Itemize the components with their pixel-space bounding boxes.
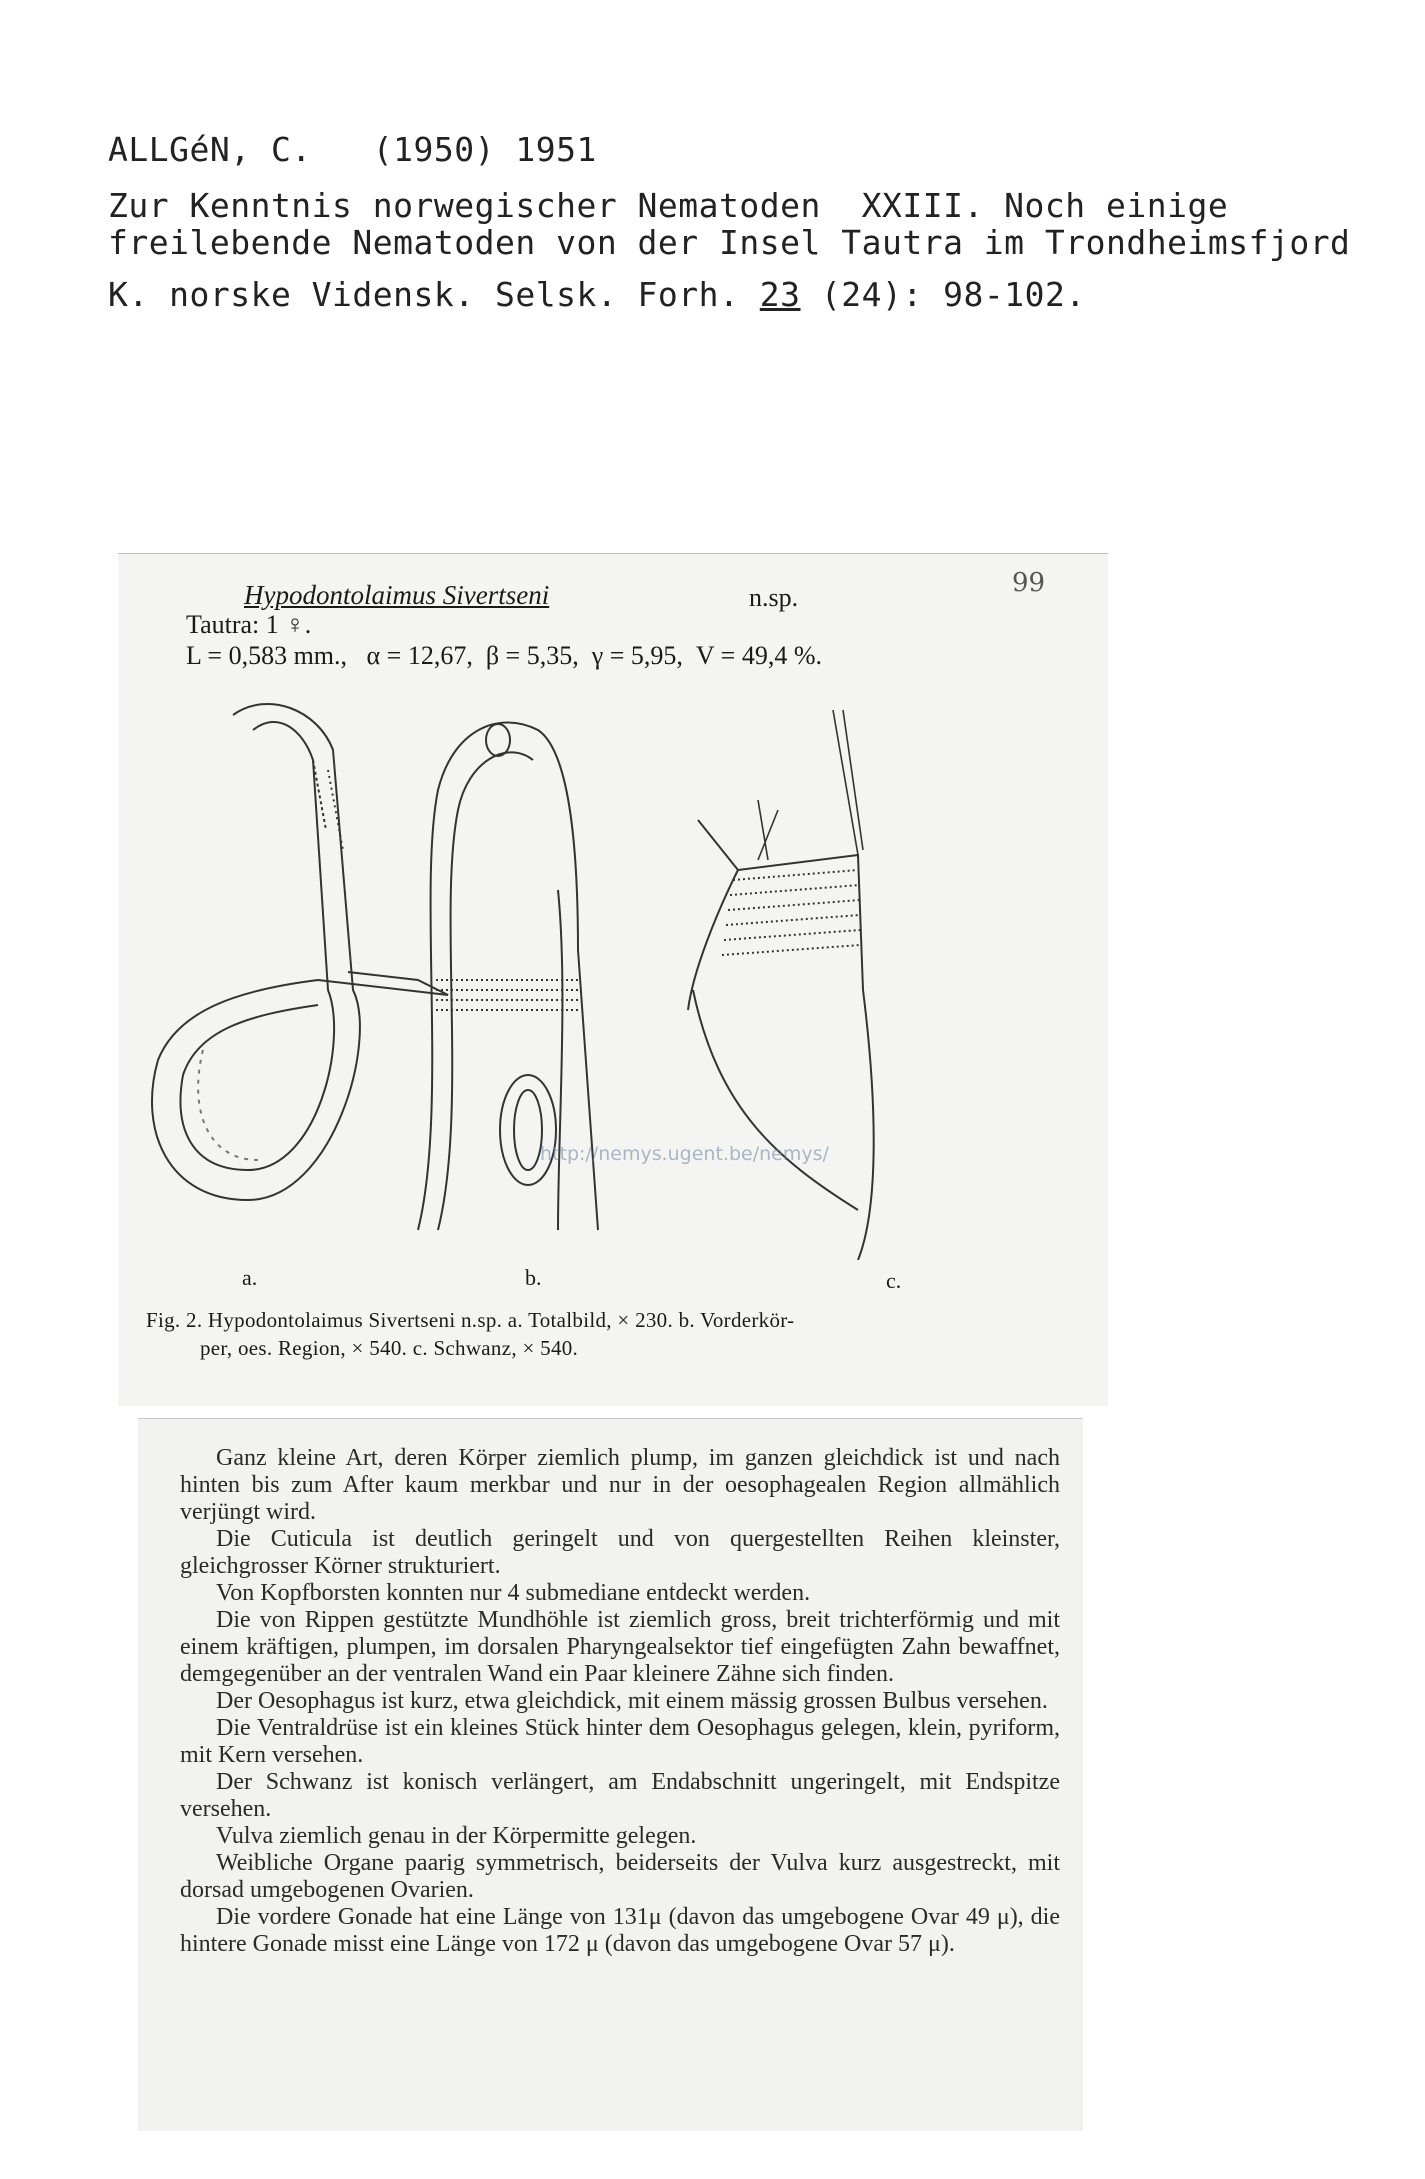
panel-label-c: c. (886, 1268, 902, 1293)
issue-pages: (24): 98-102. (820, 275, 1086, 314)
title-line-1: Zur Kenntnis norwegischer Nematoden XXIII. Noch einige (108, 186, 1229, 225)
description-paragraph: Die Cuticula ist deutlich geringelt und von quergestellten Reihen kleinster, gleichgrosser Körner strukturiert. (180, 1526, 1060, 1579)
locality-line: Tautra: 1 ♀. (186, 610, 312, 639)
description-paragraph: Ganz kleine Art, deren Körper ziemlich plump, im ganzen gleichdick ist und nach hinten bis zum After kaum merkbar und nur in der oesophagealen Region allmählich verjüngt wird. (180, 1445, 1060, 1525)
description-paragraph: Die vordere Gonade hat eine Länge von 131μ (davon das umgebogene Ovar 49 μ), die hintere Gonade misst eine Länge von 172 μ (davon das umgebogene Ovar 57 μ). (180, 1904, 1060, 1957)
panel-label-b: b. (525, 1265, 542, 1290)
title-line-2: freilebende Nematoden von der Insel Tautra im Trondheimsfjord (108, 223, 1351, 262)
years: (1950) 1951 (372, 130, 597, 169)
description-paragraph: Weibliche Organe paarig symmetrisch, beiderseits der Vulva kurz ausgestreckt, mit dorsad umgebogenen Ovarien. (180, 1850, 1060, 1903)
drawing-c-tail (688, 710, 874, 1260)
panel-label-a: a. (242, 1265, 258, 1290)
author: ALLGéN, C. (108, 130, 312, 169)
species-suffix: n.sp. (749, 583, 799, 612)
watermark-url: http://nemys.ugent.be/nemys/ (540, 1143, 829, 1165)
volume: 23 (759, 275, 801, 314)
journal-line (108, 275, 1086, 314)
measurements-line: L = 0,583 mm., α = 12,67, β = 5,35, γ = 5,95, V = 49,4 %. (186, 641, 822, 670)
description-paragraph: Vulva ziemlich genau in der Körpermitte gelegen. (216, 1823, 697, 1849)
handwritten-page-number: 99 (1012, 568, 1046, 598)
nematode-illustration (118, 690, 1098, 1260)
species-heading: Hypodontolaimus Sivertseni (244, 580, 550, 610)
description-paragraph: Von Kopfborsten konnten nur 4 submediane entdeckt werden. (216, 1580, 811, 1606)
reference-author-line (108, 130, 597, 169)
description-paragraph: Die von Rippen gestützte Mundhöhle ist ziemlich gross, breit trichterförmig und mit einem kräftigen, plumpen, im dorsalen Pharyngealsektor tief eingefügten Zahn bewaffnet, demgegenüber an der ventralen Wand ein Paar kleinere Zähne sich finden. (180, 1607, 1060, 1687)
description-paragraph: Der Oesophagus ist kurz, etwa gleichdick, mit einem mässig grossen Bulbus versehen. (216, 1688, 1048, 1714)
species-description (180, 1445, 1060, 1958)
drawing-a-total (152, 704, 448, 1200)
description-paragraph: Die Ventraldrüse ist ein kleines Stück hinter dem Oesophagus gelegen, klein, pyriform, mit Kern versehen. (180, 1715, 1060, 1768)
description-paragraph: Der Schwanz ist konisch verlängert, am Endabschnitt ungeringelt, mit Endspitze versehen. (180, 1769, 1060, 1822)
figure-caption-line-2: per, oes. Region, × 540. c. Schwanz, × 540. (200, 1336, 579, 1360)
journal: K. norske Vidensk. Selsk. Forh. (108, 275, 740, 314)
figure-caption-line-1: Fig. 2. Hypodontolaimus Sivertseni n.sp. a. Totalbild, × 230. b. Vorderkör- (146, 1308, 795, 1332)
